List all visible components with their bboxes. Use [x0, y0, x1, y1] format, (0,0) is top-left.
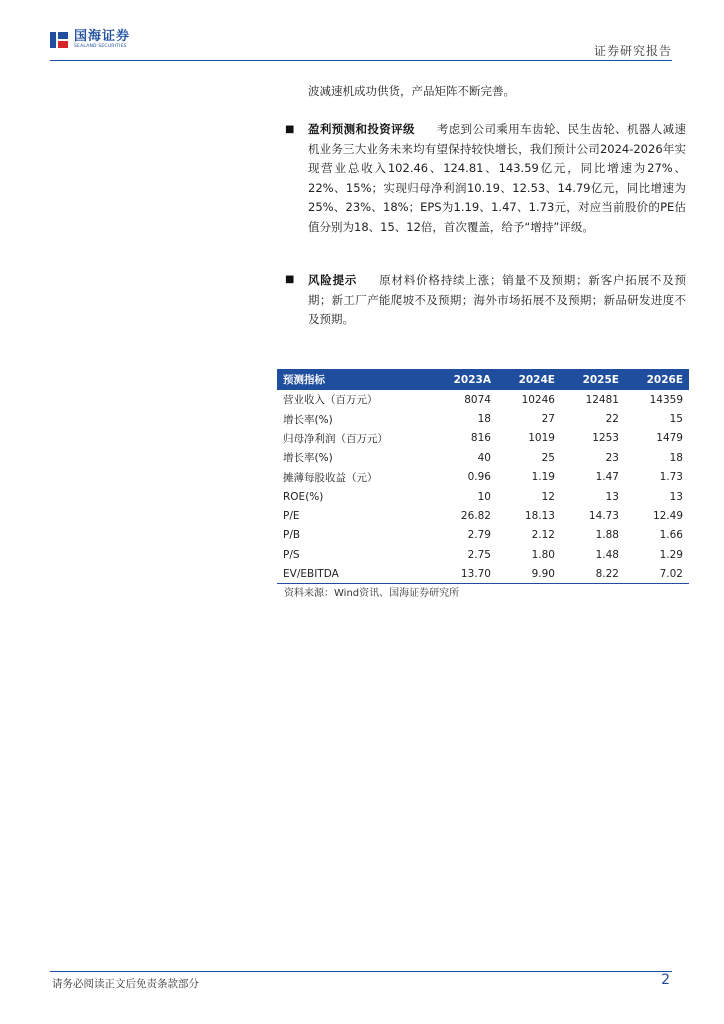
table-cell: 26.82 [460, 510, 491, 523]
bullet-square-icon: ■ [285, 124, 295, 135]
table-cell: 1.47 [595, 471, 619, 484]
logo-mark-icon [50, 30, 70, 50]
logo-chinese-name: 国海证券 [74, 29, 131, 44]
table-cell: 1479 [656, 432, 683, 445]
table-cell: 22 [605, 413, 619, 426]
page-number: 2 [661, 972, 670, 988]
company-logo [50, 30, 130, 50]
table-header-cell: 预测指标 [277, 369, 432, 390]
table-cell: 2.12 [531, 529, 555, 542]
table-cell: 1.48 [595, 548, 619, 561]
footer-divider [50, 971, 672, 972]
table-cell: 10 [477, 490, 491, 503]
table-cell: 1.80 [531, 548, 555, 561]
bullet-square-icon: ■ [285, 274, 295, 285]
table-header-cell: 2024E [497, 369, 561, 390]
table-cell: 816 [470, 432, 491, 445]
forecast-heading: 盈利预测和投资评级 [308, 122, 415, 136]
table-cell: 13 [669, 490, 683, 503]
risk-text: 原材料价格持续上涨；销量不及预期；新客户拓展不及预期；新工厂产能爬坡不及预期；海外市场拓展不及预期；新品研发进度不及预期。 [308, 273, 687, 327]
intro-paragraph: 波减速机成功供货，产品矩阵不断完善。 [308, 84, 515, 98]
table-cell: ROE(%) [283, 490, 324, 503]
table-cell: 12 [541, 490, 555, 503]
risk-heading: 风险提示 [308, 273, 358, 287]
table-cell: 8.22 [561, 565, 625, 584]
footer-disclaimer: 请务必阅读正文后免责条款部分 [52, 978, 199, 990]
table-cell: 1.19 [531, 471, 555, 484]
table-cell: 12481 [585, 393, 619, 406]
table-row [277, 506, 689, 525]
forecast-paragraph [308, 120, 686, 238]
table-cell: EV/EBITDA [277, 565, 432, 584]
table-cell: 营业收入（百万元） [283, 394, 378, 407]
table-header-cell: 2026E [625, 369, 689, 390]
table-row [277, 448, 689, 467]
table-row [277, 429, 689, 448]
table-cell: 25 [541, 451, 555, 464]
table-cell: 8074 [464, 393, 491, 406]
table-cell: 13.70 [432, 565, 497, 584]
table-cell: 1253 [592, 432, 619, 445]
table-cell: 1019 [528, 432, 555, 445]
table-cell: 27 [541, 413, 555, 426]
table-header-cell: 2023A [432, 369, 497, 390]
table-cell: P/B [283, 529, 301, 542]
table-cell: 13 [605, 490, 619, 503]
table-cell: 18 [669, 451, 683, 464]
table-cell: 15 [669, 413, 683, 426]
table-cell: 40 [477, 451, 491, 464]
table-row [277, 409, 689, 428]
table-row [277, 390, 689, 409]
forecast-text: 考虑到公司乘用车齿轮、民生齿轮、机器人减速机业务三大业务未来均有望保持较快增长，我们预计公司2024-2026年实现营业总收入102.46、124.81、143.59亿元，同比增速为27%、22%、15%；实现归母净利润10.19、12.53、14.79亿元，同比增速为25%、23%、18%；EPS为1.19、1.47、1.73元，对应当前股价的PE估值分别为18、15、12倍，首次覆盖，给予“增持”评级。 [308, 122, 687, 234]
table-cell: 1.29 [659, 548, 683, 561]
table-header-cell: 2025E [561, 369, 625, 390]
page-header [0, 0, 724, 62]
table-cell: 18.13 [524, 510, 555, 523]
table-cell: 2.75 [467, 548, 491, 561]
table-row [277, 468, 689, 487]
table-row [277, 545, 689, 564]
table-cell: P/S [283, 548, 300, 561]
table-cell: 12.49 [652, 510, 683, 523]
table-header-row [277, 369, 689, 390]
table-cell: 归母净利润（百万元） [283, 432, 388, 445]
table-cell: 1.73 [659, 471, 683, 484]
table-cell: 摊薄每股收益（元） [283, 471, 378, 484]
header-divider [50, 60, 672, 61]
table-cell: 18 [477, 413, 491, 426]
table-cell: 增长率(%) [283, 452, 333, 465]
table-cell: 2.79 [467, 529, 491, 542]
risk-paragraph [308, 271, 686, 330]
logo-english-name: SEALAND SECURITIES [74, 44, 127, 49]
forecast-table [277, 369, 689, 584]
table-cell: 增长率(%) [283, 413, 333, 426]
table-cell: P/E [283, 510, 300, 523]
table-cell: 7.02 [625, 565, 689, 584]
table-cell: 14.73 [588, 510, 619, 523]
table-cell: 14359 [649, 393, 683, 406]
table-source-note: 资料来源：Wind资讯、国海证券研究所 [284, 588, 460, 599]
table-row [277, 565, 689, 584]
table-row [277, 526, 689, 545]
table-cell: 23 [605, 451, 619, 464]
report-type-label: 证券研究报告 [593, 44, 672, 58]
table-cell: 1.88 [595, 529, 619, 542]
table-cell: 1.66 [659, 529, 683, 542]
table-cell: 10246 [521, 393, 555, 406]
table-cell: 9.90 [497, 565, 561, 584]
table-cell: 0.96 [467, 471, 491, 484]
table-row [277, 487, 689, 506]
